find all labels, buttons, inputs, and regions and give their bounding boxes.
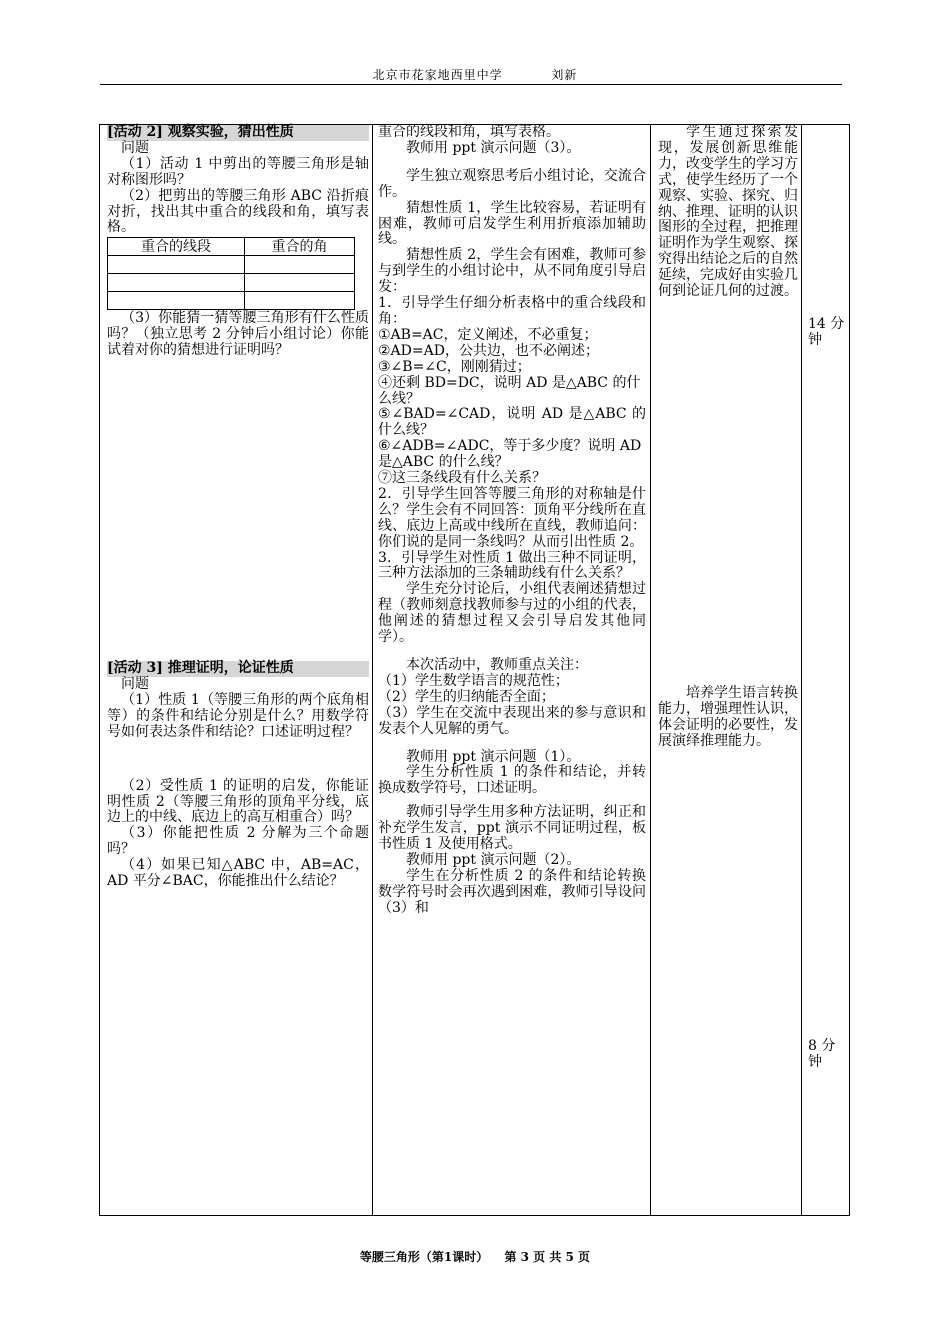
text-line: 教师用 ppt 演示问题（1）。 [406,748,581,765]
text-line: ①AB=AC，定义阐述，不必重复； [378,326,598,343]
text-line: 猜想性质 1，学生比较容易，若证明有困难，教师可启发学生利用折痕添加辅助线。 [378,199,646,248]
text-line: ⑦这三条线段有什么关系？ [378,470,546,487]
question-item: （4）如果已知△ABC 中，AB=AC，AD 平分∠BAC，你能推出什么结论？ [107,857,369,890]
text-line: 3．引导学生对性质 1 做出三种不同证明，三种方法添加的三条辅助线有什么关系？ [378,549,646,582]
column-divider [372,125,373,1215]
question-label: 问题 [121,139,149,156]
design-intent-text: 学生通过探索发现，发展创新思维能力，改变学生的学习方式，使学生经历了一个观察、实验、探究、归纳、推理、证明的认识图形的全过程，把推理证明作为学生观察、探究得出结论之后的自然延续，完成好由实验几何到论证几何的过渡。 [658,124,798,300]
question-item: （1）活动 1 中剪出的等腰三角形是轴对称图形吗？ [107,155,369,188]
table-cell [108,274,245,292]
question-item: （3）你能把性质 2 分解为三个命题吗？ [107,825,369,858]
text-line: 猜想性质 2，学生会有困难，教师可参与到学生的小组讨论中，从不同角度引导启发： [378,247,646,296]
table-cell [245,292,355,310]
time-column [808,125,848,1071]
text-line: 学生独立观察思考后小组讨论，交流合作。 [378,167,646,200]
activity-2-title: [活动 2] 观察实验，猜出性质 [107,125,369,141]
text-line: 教师引导学生用多种方法证明，纠正和补充学生发言，ppt 演示不同证明过程，板书性质 1 及使用格式。 [378,804,646,853]
activity-column [107,125,369,890]
table-cell [245,256,355,274]
text-line: （3）学生在交流中表现出来的参与意识和发表个人见解的勇气。 [378,704,646,737]
table-row [108,256,355,274]
table-cell [108,256,245,274]
question-item: （2）受性质 1 的证明的启发，你能证明性质 2（等腰三角形的顶角平分线，底边上的中线、底边上的高互相重合）吗？ [107,777,369,826]
design-intent-text: 培养学生语言转换能力，增强理性认识，体会证明的必要性，发展演绎推理能力。 [658,684,798,749]
school-name: 北京市花家地西里中学 [372,68,503,82]
text-line: ③∠B=∠C，刚刚猜过； [378,358,531,375]
text-line: 教师用 ppt 演示问题（2）。 [406,851,581,868]
time-allocation: 14 分钟 [808,316,845,348]
text-line: 学生在分析性质 2 的条件和结论转换数学符号时会再次遇到困难，教师引导设问（3）和 [378,867,646,916]
table-header: 重合的线段 [108,238,245,256]
text-line: ④还剩 BD=DC，说明 AD 是△ABC 的什么线？ [378,374,641,407]
text-line: 2．引导学生回答等腰三角形的对称轴是什么？学生会有不同回答：顶角平分线所在直线、底边上高或中线所在直线，教师追问：你们说的是同一条线吗？从而引出性质 2。 [378,485,646,550]
time-allocation: 8 分钟 [808,1037,836,1070]
text-line: ⑤∠BAD=∠CAD，说明 AD 是△ABC 的什么线？ [378,406,646,439]
table-header: 重合的角 [245,238,355,256]
text-line: 本次活动中，教师重点关注： [406,657,588,673]
text-line: 教师用 ppt 演示问题（3）。 [406,139,581,156]
page-footer [0,1248,950,1265]
table-cell [245,274,355,292]
overlap-table [107,237,355,310]
text-line: 1．引导学生仔细分析表格中的重合线段和角： [378,295,646,327]
page-number: 第 3 页 共 5 页 [504,1250,591,1264]
question-label: 问题 [121,675,149,692]
question-item: （2）把剪出的等腰三角形 ABC 沿折痕对折，找出其中重合的线段和角，填写表格。 [107,187,369,236]
text-line: 学生充分讨论后，小组代表阐述猜想过程（教师刻意找教师参与过的小组的代表，他阐述的猜想过程又会引导启发其他同学）。 [378,581,646,646]
question-item: （1）性质 1（等腰三角形的两个底角相等）的条件和结论分别是什么？用数学符号如何表达条件和结论？口述证明过程？ [107,691,369,740]
activity-3-title: [活动 3] 推理证明，论证性质 [107,661,369,677]
table-cell [108,292,245,310]
page-header [0,66,950,83]
teaching-process-column [378,125,646,917]
lesson-title: 等腰三角形（第1课时） [359,1250,489,1264]
text-line: （2）学生的归纳能否全面； [378,688,555,705]
author-name: 刘新 [551,68,578,82]
lesson-plan-table [99,124,850,1216]
design-intent-column [658,125,798,750]
text-line: 重合的线段和角，填写表格。 [378,124,560,140]
column-divider [650,125,651,1215]
table-row [108,274,355,292]
table-row [108,292,355,310]
text-line: ⑥∠ADB=∠ADC，等于多少度？说明 AD 是△ABC 的什么线？ [378,438,642,471]
question-item: （3）你能猜一猜等腰三角形有什么性质吗？（独立思考 2 分钟后小组讨论）你能试着对你的猜想进行证明吗？ [107,310,369,359]
text-line: 学生分析性质 1 的条件和结论，并转换成数学符号，口述证明。 [378,764,646,797]
column-divider [801,125,802,1215]
text-line: ②AD=AD，公共边，也不必阐述； [378,342,599,359]
header-rule [100,84,842,85]
text-line: （1）学生数学语言的规范性； [378,672,569,689]
